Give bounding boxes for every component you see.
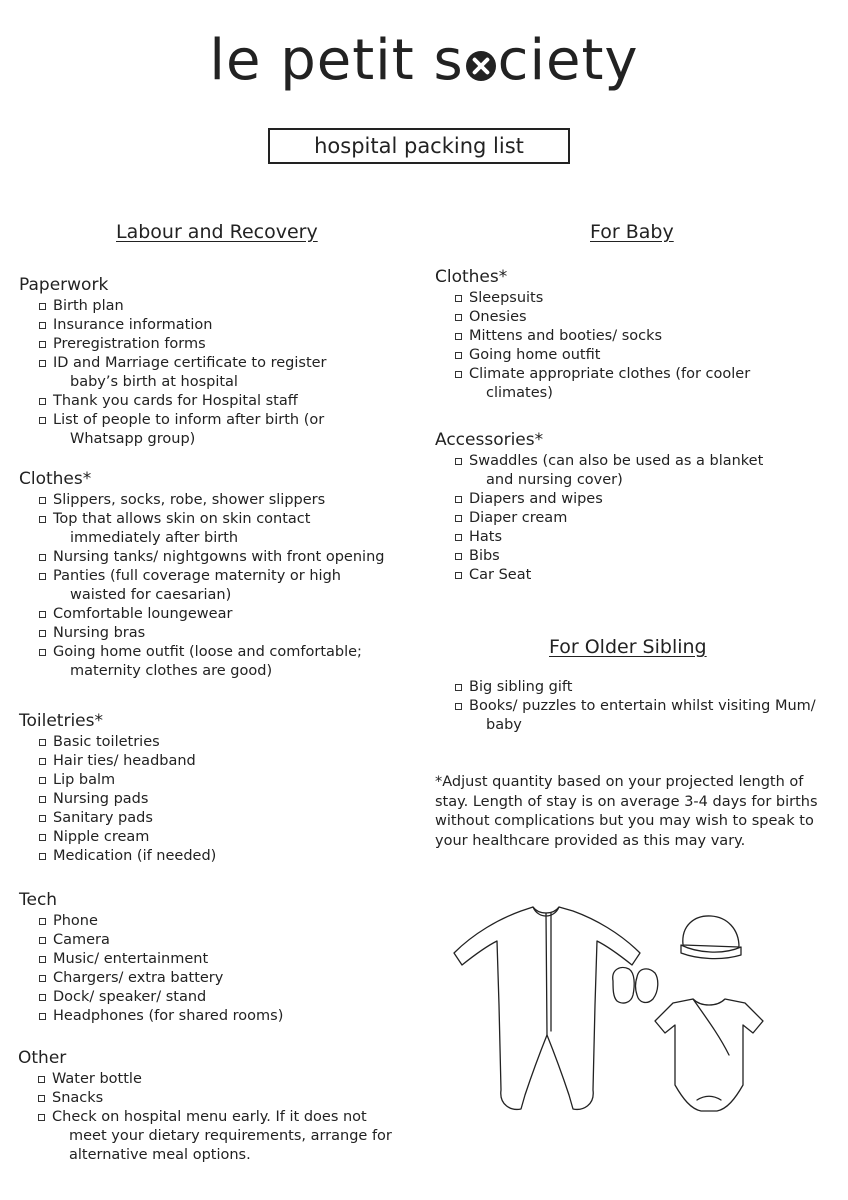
section-other: [18, 1048, 392, 1165]
checklist-item: [39, 605, 384, 624]
item-text: Nursing pads: [53, 791, 149, 807]
item-text-continued: meet your dietary requirements, arrange for: [69, 1128, 392, 1144]
checkbox-icon[interactable]: [39, 777, 46, 784]
checkbox-icon[interactable]: [455, 352, 462, 359]
checkbox-icon[interactable]: [39, 815, 46, 822]
item-text: Big sibling gift: [469, 679, 573, 695]
checklist-item: [39, 411, 327, 449]
heading-for-older-sibling: For Older Sibling: [549, 636, 707, 658]
item-text: Snacks: [52, 1090, 104, 1106]
item-text: Onesies: [469, 309, 527, 325]
button-o-icon: [466, 51, 496, 81]
item-text: Insurance information: [53, 317, 213, 333]
item-text: Nipple cream: [53, 829, 150, 845]
checkbox-icon[interactable]: [39, 853, 46, 860]
checklist: [435, 452, 763, 585]
item-text: Mittens and booties/ socks: [469, 328, 663, 344]
checklist-item: [39, 771, 216, 790]
item-text: Nursing tanks/ nightgowns with front opening: [53, 549, 385, 565]
checkbox-icon[interactable]: [39, 956, 46, 963]
checklist-item: [455, 327, 750, 346]
checkbox-icon[interactable]: [455, 703, 462, 710]
brand-logo: [0, 28, 848, 93]
item-text: Preregistration forms: [53, 336, 206, 352]
checklist: [19, 491, 384, 681]
checklist-item: [455, 509, 763, 528]
sleepsuit-icon: [454, 907, 640, 1109]
checklist-item: [39, 567, 384, 605]
checklist: [435, 289, 750, 403]
checkbox-icon[interactable]: [39, 341, 46, 348]
section-baby-clothes: [435, 267, 750, 403]
checkbox-icon[interactable]: [455, 295, 462, 302]
item-text: Sleepsuits: [469, 290, 544, 306]
item-text: Thank you cards for Hospital staff: [53, 393, 298, 409]
checklist: [19, 912, 283, 1026]
item-text-continued: immediately after birth: [70, 530, 239, 546]
item-text: Music/ entertainment: [53, 951, 209, 967]
item-text-continued: baby: [486, 717, 522, 733]
checklist-item: [39, 752, 216, 771]
heading-for-baby: For Baby: [590, 221, 674, 243]
checkbox-icon[interactable]: [39, 516, 46, 523]
section-tech: [19, 890, 283, 1026]
section-title: Clothes*: [435, 267, 508, 287]
checklist-item: [455, 346, 750, 365]
section-title: Toiletries*: [19, 711, 103, 731]
checkbox-icon[interactable]: [39, 975, 46, 982]
brand-text-end: ciety: [497, 28, 639, 93]
checklist-item: [39, 931, 283, 950]
item-text: Water bottle: [52, 1071, 142, 1087]
checkbox-icon[interactable]: [38, 1076, 45, 1083]
checklist: [19, 733, 216, 866]
checkbox-icon[interactable]: [39, 303, 46, 310]
item-text: List of people to inform after birth (or: [53, 412, 325, 428]
footnote: *Adjust quantity based on your projected length of stay. Length of stay is on average 3-4 days for births without complications but you may wish to speak to your healthcare provided as this may vary.: [435, 774, 818, 849]
checklist-item: [39, 950, 283, 969]
item-text: Nursing bras: [53, 625, 146, 641]
checklist-item: [455, 678, 816, 697]
heading-labour-recovery: Labour and Recovery: [116, 221, 318, 243]
checkbox-icon[interactable]: [39, 398, 46, 405]
checkbox-icon[interactable]: [39, 554, 46, 561]
checkbox-icon[interactable]: [455, 534, 462, 541]
item-text: Panties (full coverage maternity or high: [53, 568, 341, 584]
checklist-item: [455, 365, 750, 403]
item-text: Dock/ speaker/ stand: [53, 989, 207, 1005]
brand-text-start: le petit s: [209, 28, 464, 93]
checklist-item: [39, 392, 327, 411]
checkbox-icon[interactable]: [455, 515, 462, 522]
checklist-item: [38, 1089, 392, 1108]
item-text: Going home outfit (loose and comfortable;: [53, 644, 362, 660]
mittens-icon: [613, 968, 658, 1004]
section-clothes: [19, 469, 384, 681]
checkbox-icon[interactable]: [39, 360, 46, 367]
item-text: Slippers, socks, robe, shower slippers: [53, 492, 326, 508]
item-text: Sanitary pads: [53, 810, 153, 826]
checkbox-icon[interactable]: [455, 333, 462, 340]
baby-clothes-illustration: [445, 895, 785, 1125]
item-text-continued: alternative meal options.: [69, 1147, 251, 1163]
item-text: Chargers/ extra battery: [53, 970, 224, 986]
item-text: Basic toiletries: [53, 734, 160, 750]
item-text: Going home outfit: [469, 347, 601, 363]
item-text: Swaddles (can also be used as a blanket: [469, 453, 764, 469]
checkbox-icon[interactable]: [455, 496, 462, 503]
checklist-item: [39, 969, 283, 988]
checkbox-icon[interactable]: [38, 1095, 45, 1102]
checklist-item: [39, 988, 283, 1007]
item-text: Headphones (for shared rooms): [53, 1008, 284, 1024]
checklist-item: [455, 697, 816, 735]
item-text: Birth plan: [53, 298, 124, 314]
checklist-item: [39, 624, 384, 643]
hat-icon: [681, 916, 741, 959]
item-text-continued: waisted for caesarian): [70, 587, 232, 603]
item-text: Hair ties/ headband: [53, 753, 196, 769]
checklist-item: [455, 547, 763, 566]
checkbox-icon[interactable]: [39, 611, 46, 618]
checklist-item: [39, 510, 384, 548]
section-accessories: [435, 430, 763, 585]
checkbox-icon[interactable]: [455, 314, 462, 321]
section-title: Paperwork: [19, 275, 109, 295]
section-older-sibling: [435, 678, 816, 735]
item-text-continued: maternity clothes are good): [70, 663, 273, 679]
item-text: Check on hospital menu early. If it does not: [52, 1109, 367, 1125]
checklist-item: [39, 335, 327, 354]
checklist-item: [38, 1108, 392, 1165]
checkbox-icon[interactable]: [39, 630, 46, 637]
checkbox-icon[interactable]: [39, 834, 46, 841]
checklist-item: [39, 491, 384, 510]
checklist-item: [39, 912, 283, 931]
checklist: [435, 678, 816, 735]
checklist-item: [455, 289, 750, 308]
checkbox-icon[interactable]: [38, 1114, 45, 1121]
item-text-continued: climates): [486, 385, 553, 401]
checklist-item: [39, 847, 216, 866]
checkbox-icon[interactable]: [455, 553, 462, 560]
item-text: Top that allows skin on skin contact: [53, 511, 311, 527]
checkbox-icon[interactable]: [39, 497, 46, 504]
item-text: Lip balm: [53, 772, 116, 788]
item-text: Car Seat: [469, 567, 532, 583]
item-text: Diaper cream: [469, 510, 568, 526]
item-text: Climate appropriate clothes (for cooler: [469, 366, 751, 382]
checklist-item: [455, 452, 763, 490]
page-title: hospital packing list: [268, 128, 570, 164]
checklist-item: [455, 566, 763, 585]
checkbox-icon[interactable]: [455, 458, 462, 465]
section-title: Accessories*: [435, 430, 544, 450]
section-title: Tech: [19, 890, 58, 910]
section-title: Clothes*: [19, 469, 92, 489]
checklist-item: [39, 828, 216, 847]
checklist-item: [455, 308, 750, 327]
item-text: Comfortable loungewear: [53, 606, 233, 622]
checklist-item: [38, 1070, 392, 1089]
checklist-item: [39, 733, 216, 752]
checkbox-icon[interactable]: [39, 994, 46, 1001]
checklist-item: [39, 1007, 283, 1026]
checkbox-icon[interactable]: [39, 937, 46, 944]
checkbox-icon[interactable]: [39, 417, 46, 424]
item-text-continued: baby’s birth at hospital: [70, 374, 238, 390]
checkbox-icon[interactable]: [39, 322, 46, 329]
checkbox-icon[interactable]: [39, 649, 46, 656]
checkbox-icon[interactable]: [455, 572, 462, 579]
onesie-icon: [655, 999, 763, 1111]
checklist-item: [39, 548, 384, 567]
checklist-item: [455, 490, 763, 509]
checklist-item: [39, 297, 327, 316]
checklist-item: [39, 809, 216, 828]
checklist-item: [39, 790, 216, 809]
checklist-item: [39, 354, 327, 392]
checkbox-icon[interactable]: [455, 371, 462, 378]
item-text: Bibs: [469, 548, 500, 564]
checklist: [19, 297, 327, 449]
section-toiletries: [19, 711, 216, 866]
checklist-item: [39, 643, 384, 681]
item-text-continued: and nursing cover): [486, 472, 623, 488]
item-text: Phone: [53, 913, 98, 929]
checkbox-icon[interactable]: [39, 1013, 46, 1020]
section-title: Other: [18, 1048, 67, 1068]
section-paperwork: [19, 275, 327, 449]
checkbox-icon[interactable]: [455, 684, 462, 691]
checkbox-icon[interactable]: [39, 739, 46, 746]
item-text: ID and Marriage certificate to register: [53, 355, 327, 371]
checkbox-icon[interactable]: [39, 573, 46, 580]
checkbox-icon[interactable]: [39, 796, 46, 803]
item-text: Books/ puzzles to entertain whilst visiting Mum/: [469, 698, 816, 714]
checklist-item: [455, 528, 763, 547]
checkbox-icon[interactable]: [39, 758, 46, 765]
item-text-continued: Whatsapp group): [70, 431, 196, 447]
checklist-item: [39, 316, 327, 335]
item-text: Camera: [53, 932, 110, 948]
checkbox-icon[interactable]: [39, 918, 46, 925]
item-text: Diapers and wipes: [469, 491, 603, 507]
checklist: [18, 1070, 392, 1165]
item-text: Hats: [469, 529, 503, 545]
item-text: Medication (if needed): [53, 848, 217, 864]
